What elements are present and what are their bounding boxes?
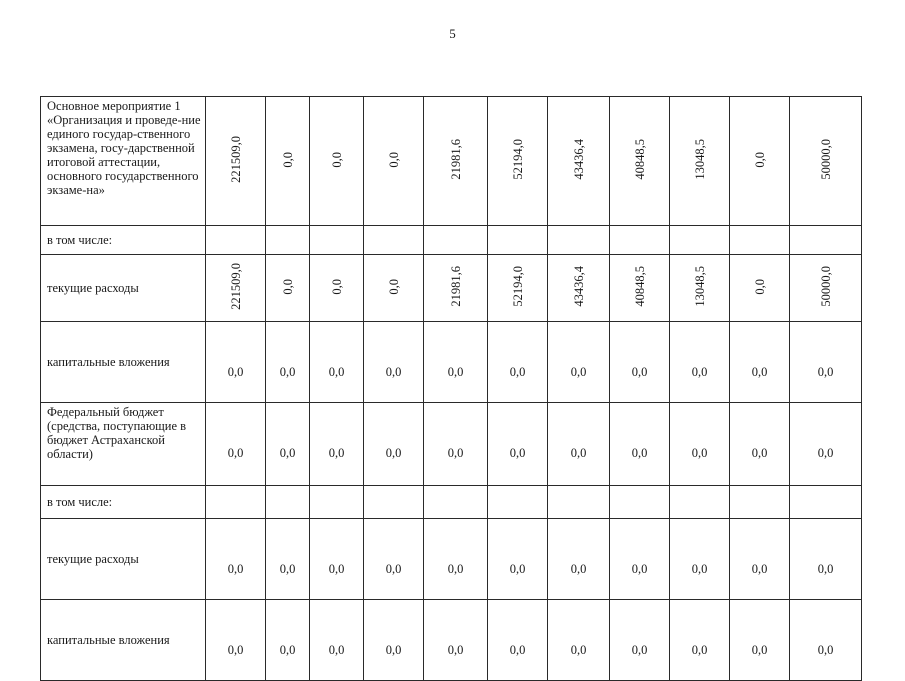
table-row	[41, 486, 862, 519]
value-cell: 0,0	[364, 403, 424, 486]
value-cell: 0,0	[364, 600, 424, 681]
row-label: в том числе:	[41, 486, 206, 519]
empty-cell	[488, 486, 548, 519]
value-cell	[790, 255, 862, 322]
value-cell: 0,0	[730, 322, 790, 403]
value-cell: 0,0	[488, 600, 548, 681]
value-cell: 0,0	[488, 322, 548, 403]
value-cell: 0,0	[424, 403, 488, 486]
value-text: 0,0	[329, 151, 344, 168]
value-cell: 0,0	[206, 403, 266, 486]
value-text: 0,0	[752, 278, 767, 295]
empty-cell	[610, 226, 670, 255]
value-cell: 0,0	[206, 322, 266, 403]
value-text: 13048,5	[692, 139, 707, 180]
value-cell	[610, 255, 670, 322]
value-text: 0,0	[280, 151, 295, 168]
value-cell: 0,0	[488, 519, 548, 600]
value-text: 21981,6	[448, 139, 463, 180]
value-cell: 0,0	[364, 322, 424, 403]
value-cell	[206, 97, 266, 226]
value-text: 43436,4	[571, 266, 586, 307]
value-cell: 0,0	[670, 322, 730, 403]
value-cell: 0,0	[790, 600, 862, 681]
value-text: 52194,0	[510, 266, 525, 307]
table-row	[41, 255, 862, 322]
value-cell: 0,0	[670, 600, 730, 681]
value-text: 221509,0	[228, 263, 243, 310]
value-cell	[266, 97, 310, 226]
empty-cell	[548, 486, 610, 519]
row-label: текущие расходы	[41, 519, 206, 600]
value-cell: 0,0	[310, 403, 364, 486]
empty-cell	[310, 486, 364, 519]
value-cell: 0,0	[206, 519, 266, 600]
value-cell	[730, 97, 790, 226]
value-cell: 0,0	[730, 600, 790, 681]
value-cell	[310, 97, 364, 226]
empty-cell	[730, 226, 790, 255]
value-text: 40848,5	[632, 139, 647, 180]
value-cell: 0,0	[266, 600, 310, 681]
empty-cell	[266, 486, 310, 519]
value-cell	[670, 97, 730, 226]
empty-cell	[790, 226, 862, 255]
value-cell: 0,0	[424, 519, 488, 600]
value-cell	[488, 97, 548, 226]
value-cell: 0,0	[670, 403, 730, 486]
value-cell: 0,0	[730, 519, 790, 600]
empty-cell	[364, 226, 424, 255]
empty-cell	[548, 226, 610, 255]
table-row	[41, 519, 862, 600]
value-cell: 0,0	[266, 519, 310, 600]
empty-cell	[670, 226, 730, 255]
value-cell	[548, 255, 610, 322]
value-text: 0,0	[329, 278, 344, 295]
value-cell: 0,0	[548, 600, 610, 681]
row-label: капитальные вложения	[41, 600, 206, 681]
value-cell	[548, 97, 610, 226]
value-cell: 0,0	[424, 322, 488, 403]
value-cell	[488, 255, 548, 322]
value-text: 13048,5	[692, 266, 707, 307]
table-row	[41, 403, 862, 486]
row-label: капитальные вложения	[41, 322, 206, 403]
empty-cell	[670, 486, 730, 519]
empty-cell	[206, 486, 266, 519]
empty-cell	[610, 486, 670, 519]
empty-cell	[790, 486, 862, 519]
value-text: 0,0	[752, 151, 767, 168]
value-cell: 0,0	[790, 322, 862, 403]
value-cell: 0,0	[790, 519, 862, 600]
row-label: в том числе:	[41, 226, 206, 255]
value-cell	[364, 255, 424, 322]
value-text: 50000,0	[818, 139, 833, 180]
value-text: 0,0	[386, 278, 401, 295]
value-cell: 0,0	[610, 519, 670, 600]
value-cell: 0,0	[488, 403, 548, 486]
value-cell: 0,0	[548, 322, 610, 403]
table-row	[41, 322, 862, 403]
value-text: 21981,6	[448, 266, 463, 307]
value-cell	[424, 97, 488, 226]
table-row	[41, 97, 862, 226]
value-cell: 0,0	[206, 600, 266, 681]
value-cell: 0,0	[424, 600, 488, 681]
value-cell: 0,0	[548, 403, 610, 486]
value-text: 40848,5	[632, 266, 647, 307]
value-cell	[790, 97, 862, 226]
value-cell: 0,0	[790, 403, 862, 486]
empty-cell	[730, 486, 790, 519]
value-cell	[610, 97, 670, 226]
empty-cell	[424, 226, 488, 255]
value-cell: 0,0	[310, 600, 364, 681]
value-cell	[730, 255, 790, 322]
table-row	[41, 226, 862, 255]
value-cell: 0,0	[610, 322, 670, 403]
value-text: 221509,0	[228, 136, 243, 183]
value-cell	[364, 97, 424, 226]
empty-cell	[424, 486, 488, 519]
value-text: 0,0	[280, 278, 295, 295]
empty-cell	[488, 226, 548, 255]
table-row	[41, 600, 862, 681]
table-body	[41, 97, 862, 681]
value-cell: 0,0	[670, 519, 730, 600]
value-cell	[424, 255, 488, 322]
row-label: Федеральный бюджет (средства, поступающие в бюджет Астраханской области)	[41, 403, 206, 486]
value-cell: 0,0	[610, 403, 670, 486]
value-cell	[206, 255, 266, 322]
empty-cell	[206, 226, 266, 255]
value-text: 52194,0	[510, 139, 525, 180]
empty-cell	[310, 226, 364, 255]
empty-cell	[364, 486, 424, 519]
value-text: 43436,4	[571, 139, 586, 180]
value-cell: 0,0	[548, 519, 610, 600]
value-cell: 0,0	[310, 519, 364, 600]
value-text: 50000,0	[818, 266, 833, 307]
value-text: 0,0	[386, 151, 401, 168]
empty-cell	[266, 226, 310, 255]
page-number: 5	[449, 26, 456, 41]
value-cell: 0,0	[364, 519, 424, 600]
value-cell	[670, 255, 730, 322]
value-cell: 0,0	[730, 403, 790, 486]
row-label: Основное мероприятие 1 «Организация и проведе-ние единого государ-ственного экзамена, госу-дарственной итоговой аттестации, основного государственного экзаме-на»	[41, 97, 206, 226]
value-cell	[310, 255, 364, 322]
value-cell: 0,0	[310, 322, 364, 403]
value-cell: 0,0	[266, 322, 310, 403]
value-cell: 0,0	[266, 403, 310, 486]
value-cell	[266, 255, 310, 322]
budget-table	[40, 96, 862, 681]
row-label: текущие расходы	[41, 255, 206, 322]
value-cell: 0,0	[610, 600, 670, 681]
